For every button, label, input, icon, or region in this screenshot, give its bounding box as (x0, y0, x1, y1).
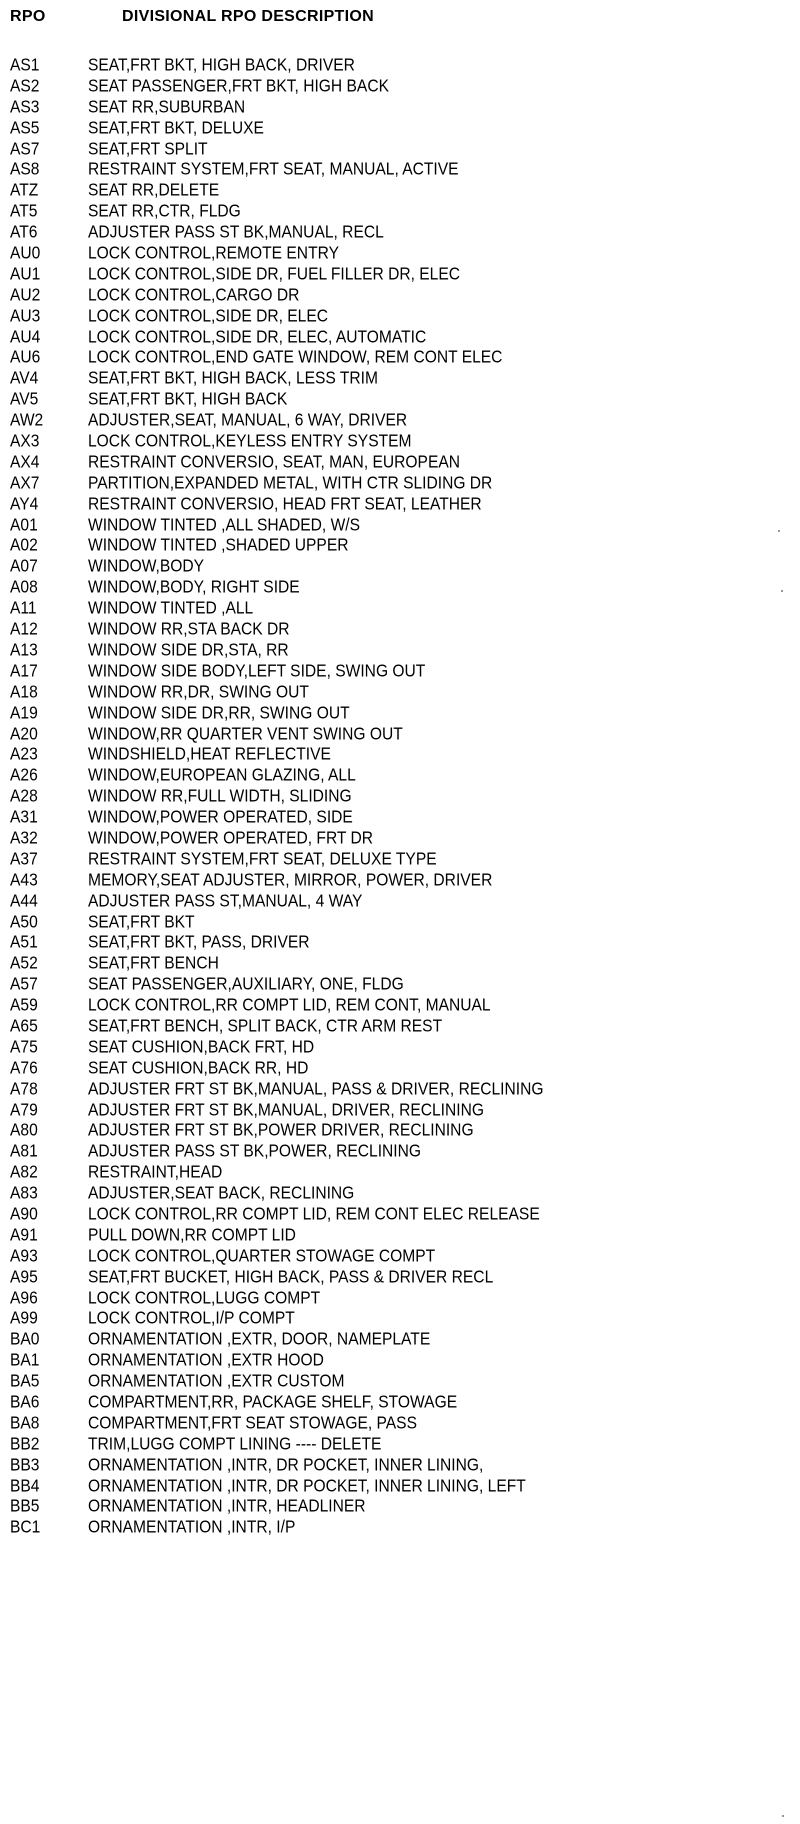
rpo-row (10, 117, 790, 140)
rpo-code: AU0 (10, 243, 41, 263)
rpo-row (10, 1016, 790, 1039)
rpo-description: WINDOW RR,FULL WIDTH, SLIDING (88, 787, 352, 807)
rpo-description: PARTITION,EXPANDED METAL, WITH CTR SLIDING DR (88, 473, 493, 493)
rpo-row (10, 264, 790, 287)
rpo-code: AS5 (10, 118, 40, 138)
rpo-description: WINDOW TINTED ,ALL (88, 599, 254, 619)
rpo-description: SEAT,FRT BENCH, SPLIT BACK, CTR ARM REST (88, 1016, 443, 1036)
rpo-row (10, 305, 790, 328)
rpo-code: BC1 (10, 1518, 41, 1538)
rpo-code: A37 (10, 849, 38, 869)
rpo-code: A82 (10, 1163, 38, 1183)
rpo-code: A13 (10, 640, 38, 660)
rpo-code: AS2 (10, 76, 40, 96)
rpo-row (10, 869, 790, 892)
header-description-label: DIVISIONAL RPO DESCRIPTION (122, 8, 374, 25)
rpo-code: A99 (10, 1309, 38, 1329)
rpo-description: WINDOW RR,DR, SWING OUT (88, 682, 309, 702)
rpo-row (10, 849, 790, 872)
rpo-code: A18 (10, 682, 38, 702)
header-rpo-label: RPO (10, 8, 46, 25)
rpo-code: AU6 (10, 348, 41, 368)
rpo-code: A90 (10, 1204, 38, 1224)
rpo-code: A12 (10, 619, 38, 639)
rpo-code: A59 (10, 995, 38, 1015)
rpo-row (10, 828, 790, 851)
rpo-description: WINDOW,BODY, RIGHT SIDE (88, 578, 300, 598)
rpo-description: RESTRAINT,HEAD (88, 1163, 223, 1183)
rpo-row (10, 1246, 790, 1269)
rpo-description: SEAT,FRT BKT, HIGH BACK, LESS TRIM (88, 369, 378, 389)
rpo-row (10, 619, 790, 642)
rpo-description: LOCK CONTROL,CARGO DR (88, 285, 300, 305)
rpo-code: A80 (10, 1121, 38, 1141)
rpo-description: SEAT,FRT BUCKET, HIGH BACK, PASS & DRIVER RECL (88, 1267, 494, 1287)
rpo-row (10, 640, 790, 663)
rpo-description: RESTRAINT SYSTEM,FRT SEAT, DELUXE TYPE (88, 849, 437, 869)
rpo-description: WINDOW TINTED ,SHADED UPPER (88, 536, 349, 556)
rpo-code: AT5 (10, 202, 38, 222)
rpo-description: SEAT RR,SUBURBAN (88, 97, 246, 117)
rpo-description: LOCK CONTROL,SIDE DR, FUEL FILLER DR, ELEC (88, 264, 461, 284)
rpo-row (10, 1392, 790, 1415)
rpo-row (10, 1266, 790, 1289)
rpo-code: A83 (10, 1183, 38, 1204)
rpo-code: BB5 (10, 1497, 40, 1517)
rpo-row (10, 1225, 790, 1248)
rpo-code: AS8 (10, 160, 40, 180)
rpo-row (10, 661, 790, 684)
rpo-code: AX3 (10, 431, 40, 451)
rpo-description: SEAT RR,CTR, FLDG (88, 202, 241, 222)
rpo-row (10, 473, 790, 496)
rpo-code: AW2 (10, 411, 44, 431)
rpo-description: WINDOW,RR QUARTER VENT SWING OUT (88, 724, 403, 744)
rpo-description: WINDOW RR,STA BACK DR (88, 619, 290, 639)
rpo-description: LOCK CONTROL,RR COMPT LID, REM CONT, MANUAL (88, 995, 491, 1015)
rpo-code: A17 (10, 661, 38, 681)
rpo-description: ORNAMENTATION ,INTR, DR POCKET, INNER LINING, (88, 1455, 484, 1475)
rpo-code: BB2 (10, 1434, 40, 1454)
rpo-row (10, 452, 790, 475)
rpo-description: WINDOW,POWER OPERATED, FRT DR (88, 828, 374, 848)
rpo-row (10, 995, 790, 1018)
rpo-code: A28 (10, 787, 38, 807)
rpo-description: LOCK CONTROL,LUGG COMPT (88, 1288, 321, 1308)
rpo-row (10, 76, 790, 99)
rpo-description: LOCK CONTROL,SIDE DR, ELEC (88, 306, 329, 326)
rpo-description: WINDOW SIDE BODY,LEFT SIDE, SWING OUT (88, 661, 426, 681)
rpo-row (10, 807, 790, 830)
scan-speck (781, 590, 783, 592)
rpo-code: A23 (10, 745, 38, 765)
rpo-row (10, 1204, 790, 1227)
rpo-code: A78 (10, 1079, 38, 1099)
rpo-code: AX4 (10, 452, 40, 472)
rpo-code: A31 (10, 807, 38, 827)
rpo-code: AT6 (10, 222, 38, 243)
rpo-code: AU1 (10, 264, 41, 284)
rpo-description: PULL DOWN,RR COMPT LID (88, 1225, 296, 1245)
rpo-description: ORNAMENTATION ,EXTR HOOD (88, 1351, 324, 1371)
rpo-code: A91 (10, 1225, 38, 1245)
rpo-description: RESTRAINT CONVERSIO, HEAD FRT SEAT, LEATHER (88, 494, 482, 514)
rpo-row (10, 1434, 790, 1457)
rpo-description: SEAT CUSHION,BACK RR, HD (88, 1058, 309, 1078)
rpo-code: AV5 (10, 390, 39, 410)
rpo-code: A52 (10, 954, 38, 974)
rpo-description: ADJUSTER FRT ST BK,POWER DRIVER, RECLINING (88, 1121, 474, 1141)
rpo-description: SEAT,FRT BKT (88, 912, 195, 932)
rpo-description: SEAT,FRT BKT, HIGH BACK (88, 390, 288, 410)
rpo-code: A08 (10, 578, 38, 598)
rpo-description: ORNAMENTATION ,INTR, HEADLINER (88, 1497, 366, 1517)
rpo-code: AS3 (10, 97, 40, 117)
rpo-code: BA6 (10, 1392, 40, 1412)
rpo-code: A76 (10, 1058, 38, 1078)
rpo-row (10, 890, 790, 913)
rpo-description: WINDOW,BODY (88, 557, 205, 577)
rpo-code: A01 (10, 515, 38, 535)
rpo-code: A51 (10, 933, 38, 953)
rpo-code: BB3 (10, 1455, 40, 1475)
rpo-code: A32 (10, 828, 38, 848)
rpo-code: A19 (10, 703, 38, 723)
rpo-code: AU2 (10, 285, 41, 305)
rpo-row (10, 1057, 790, 1080)
rpo-code: AS1 (10, 55, 40, 75)
rpo-code: AY4 (10, 494, 39, 514)
rpo-row (10, 493, 790, 516)
rpo-description: TRIM,LUGG COMPT LINING ---- DELETE (88, 1434, 382, 1454)
rpo-row (10, 1371, 790, 1394)
rpo-code: A75 (10, 1037, 38, 1057)
rpo-code: BA1 (10, 1351, 40, 1371)
rpo-description: LOCK CONTROL,KEYLESS ENTRY SYSTEM (88, 431, 412, 451)
table-header (10, 8, 770, 32)
rpo-description: RESTRAINT SYSTEM,FRT SEAT, MANUAL, ACTIVE (88, 160, 459, 180)
rpo-code: A81 (10, 1142, 38, 1162)
rpo-description: ADJUSTER FRT ST BK,MANUAL, PASS & DRIVER, RECLINING (88, 1079, 544, 1099)
scan-speck (782, 1815, 784, 1817)
rpo-description: SEAT,FRT BKT, DELUXE (88, 118, 264, 138)
rpo-description: LOCK CONTROL,QUARTER STOWAGE COMPT (88, 1246, 436, 1266)
rpo-description: WINDOW TINTED ,ALL SHADED, W/S (88, 515, 361, 535)
rpo-description: SEAT PASSENGER,FRT BKT, HIGH BACK (88, 76, 389, 96)
rpo-code: A79 (10, 1100, 38, 1120)
rpo-row (10, 1454, 790, 1477)
rpo-description: RESTRAINT CONVERSIO, SEAT, MAN, EUROPEAN (88, 452, 461, 472)
rpo-description: COMPARTMENT,RR, PACKAGE SHELF, STOWAGE (88, 1392, 458, 1412)
rpo-code: BA5 (10, 1371, 40, 1392)
rpo-row (10, 97, 790, 120)
rpo-description: ORNAMENTATION ,EXTR CUSTOM (88, 1371, 345, 1392)
rpo-code: A26 (10, 766, 38, 786)
rpo-code: A95 (10, 1267, 38, 1287)
rpo-code: A43 (10, 870, 38, 890)
rpo-description: LOCK CONTROL,END GATE WINDOW, REM CONT ELEC (88, 348, 503, 368)
rpo-description: ADJUSTER PASS ST,MANUAL, 4 WAY (88, 891, 363, 911)
rpo-description: ADJUSTER PASS ST BK,MANUAL, RECL (88, 222, 384, 243)
rpo-code: A11 (10, 599, 37, 619)
rpo-code: A02 (10, 536, 38, 556)
rpo-code: AU4 (10, 327, 41, 347)
rpo-code: A93 (10, 1246, 38, 1266)
rpo-code: A96 (10, 1288, 38, 1308)
rpo-description: WINDOW,EUROPEAN GLAZING, ALL (88, 766, 356, 786)
rpo-code: AX7 (10, 473, 40, 493)
rpo-description: SEAT PASSENGER,AUXILIARY, ONE, FLDG (88, 975, 404, 995)
rpo-code: BA8 (10, 1413, 40, 1433)
rpo-code: AS7 (10, 139, 40, 159)
rpo-row (10, 285, 790, 308)
rpo-code: AV4 (10, 369, 39, 389)
rpo-description: SEAT,FRT BKT, HIGH BACK, DRIVER (88, 55, 355, 75)
rpo-description: ADJUSTER,SEAT BACK, RECLINING (88, 1183, 355, 1204)
rpo-list (10, 56, 790, 1539)
rpo-description: COMPARTMENT,FRT SEAT STOWAGE, PASS (88, 1413, 417, 1433)
rpo-description: WINDOW,POWER OPERATED, SIDE (88, 807, 353, 827)
rpo-row (10, 431, 790, 454)
scan-speck (778, 530, 780, 532)
rpo-description: SEAT,FRT BKT, PASS, DRIVER (88, 933, 310, 953)
rpo-row (10, 1517, 790, 1540)
rpo-row (10, 1413, 790, 1436)
rpo-description: ORNAMENTATION ,EXTR, DOOR, NAMEPLATE (88, 1330, 431, 1350)
rpo-code: AU3 (10, 306, 41, 326)
rpo-description: SEAT,FRT SPLIT (88, 139, 208, 159)
rpo-row (10, 55, 790, 78)
rpo-row (10, 1037, 790, 1060)
rpo-code: A57 (10, 975, 38, 995)
rpo-row (10, 1078, 790, 1101)
rpo-description: MEMORY,SEAT ADJUSTER, MIRROR, POWER, DRIVER (88, 870, 493, 890)
rpo-description: SEAT,FRT BENCH (88, 954, 219, 974)
rpo-description: SEAT CUSHION,BACK FRT, HD (88, 1037, 315, 1057)
rpo-description: LOCK CONTROL,I/P COMPT (88, 1309, 295, 1329)
rpo-code: ATZ (10, 181, 39, 201)
rpo-description: LOCK CONTROL,SIDE DR, ELEC, AUTOMATIC (88, 327, 427, 347)
rpo-description: LOCK CONTROL,RR COMPT LID, REM CONT ELEC RELEASE (88, 1204, 540, 1224)
rpo-description: ADJUSTER FRT ST BK,MANUAL, DRIVER, RECLINING (88, 1100, 484, 1120)
rpo-description: LOCK CONTROL,REMOTE ENTRY (88, 243, 339, 263)
rpo-row (10, 243, 790, 266)
rpo-description: ORNAMENTATION ,INTR, I/P (88, 1518, 296, 1538)
rpo-code: A44 (10, 891, 38, 911)
rpo-code: A50 (10, 912, 38, 932)
rpo-code: BA0 (10, 1330, 40, 1350)
rpo-code: A65 (10, 1016, 38, 1036)
rpo-description: WINDOW SIDE DR,STA, RR (88, 640, 289, 660)
rpo-description: WINDOW SIDE DR,RR, SWING OUT (88, 703, 350, 723)
rpo-description: ORNAMENTATION ,INTR, DR POCKET, INNER LINING, LEFT (88, 1476, 526, 1496)
rpo-description: ADJUSTER,SEAT, MANUAL, 6 WAY, DRIVER (88, 411, 408, 431)
rpo-code: BB4 (10, 1476, 40, 1496)
rpo-description: ADJUSTER PASS ST BK,POWER, RECLINING (88, 1142, 422, 1162)
rpo-row (10, 681, 790, 704)
rpo-description: SEAT RR,DELETE (88, 181, 220, 201)
rpo-row (10, 1183, 790, 1206)
rpo-code: A07 (10, 557, 38, 577)
rpo-description: WINDSHIELD,HEAT REFLECTIVE (88, 745, 331, 765)
rpo-row (10, 702, 790, 725)
rpo-code: A20 (10, 724, 38, 744)
